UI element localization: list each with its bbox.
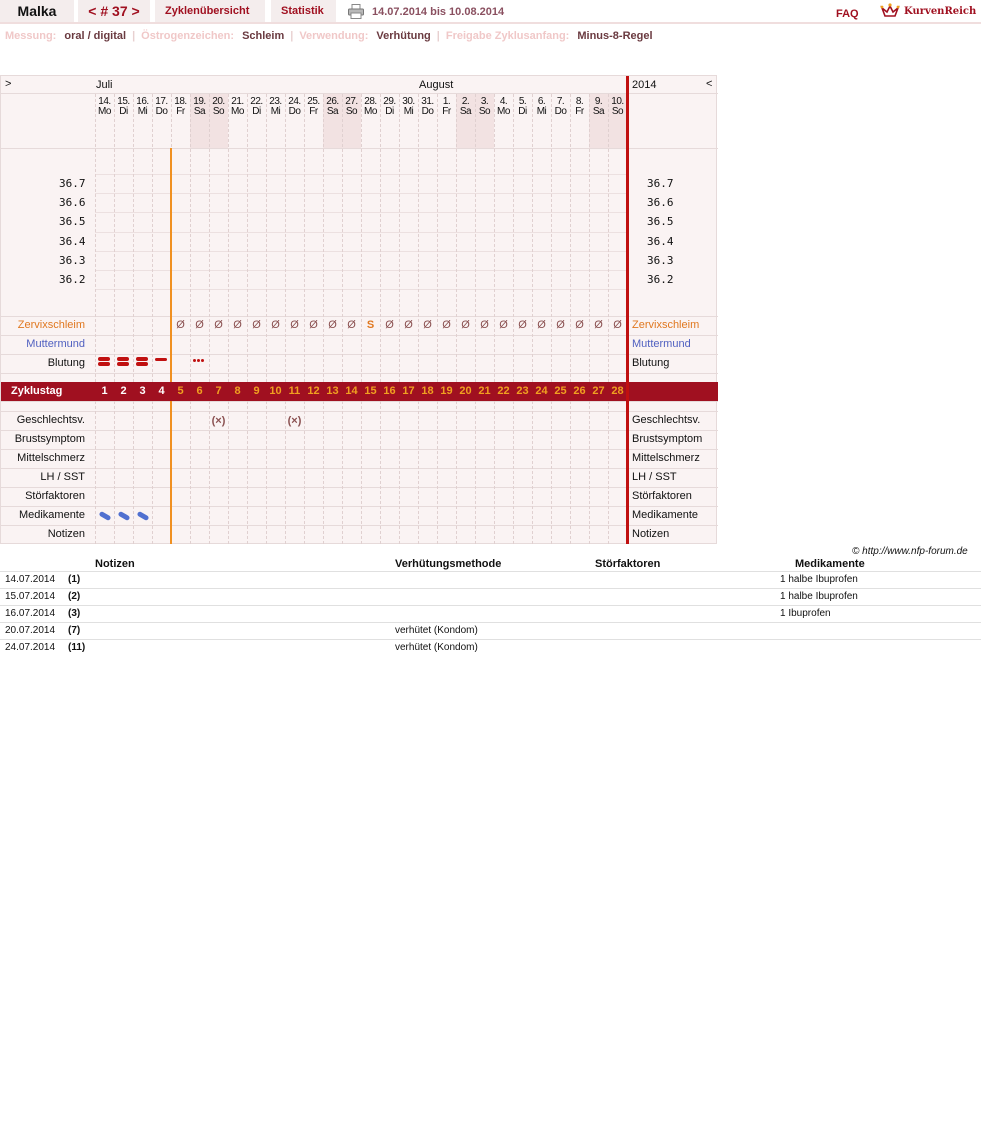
grid-line (1, 401, 718, 402)
cycle-day-number: 16 (383, 385, 396, 397)
row-label-right: Geschlechtsv. (632, 414, 701, 426)
temp-tick-left: 36.5 (59, 215, 86, 229)
row-label-left: Störfaktoren (25, 490, 85, 502)
chart-nav-right[interactable]: < (706, 78, 713, 90)
row-cycle-day: (2) (68, 591, 81, 602)
day-date-label: 22. (250, 96, 263, 107)
mucus-symbol: Ø (442, 319, 451, 331)
mucus-symbol: Ø (613, 319, 622, 331)
day-grid-line (247, 401, 248, 544)
meta-value: Minus-8-Regel (577, 30, 653, 42)
day-date-label: 30. (402, 96, 415, 107)
day-grid-line (152, 94, 153, 382)
day-grid-line (456, 401, 457, 544)
day-date-label: 1. (442, 96, 451, 107)
cycle-day-number: 9 (253, 385, 260, 397)
day-date-label: 3. (480, 96, 489, 107)
day-grid-line (418, 94, 419, 382)
cycle-day-number: 5 (177, 385, 184, 397)
bleeding-mark (117, 357, 129, 361)
cycle-day-number: 24 (535, 385, 548, 397)
day-weekday-label: Mi (536, 106, 547, 117)
row-cycle-day: (1) (68, 574, 81, 585)
day-grid-line (494, 94, 495, 382)
mucus-symbol: Ø (480, 319, 489, 331)
faq-link[interactable]: FAQ (836, 8, 859, 20)
spotting-mark (201, 359, 204, 362)
day-grid-line (513, 94, 514, 382)
day-date-label: 15. (117, 96, 130, 107)
day-weekday-label: Mi (270, 106, 281, 117)
grid-line (1, 373, 718, 374)
meta-label: Verwendung: (299, 30, 369, 42)
row-method: verhütet (Kondom) (395, 625, 478, 636)
day-weekday-label: Mo (98, 106, 111, 117)
day-grid-line (608, 401, 609, 544)
day-grid-line (437, 94, 438, 382)
temp-tick-left: 36.2 (59, 273, 86, 286)
day-weekday-label: Fr (442, 106, 451, 117)
day-date-label: 20. (212, 96, 225, 107)
row-label-left: Geschlechtsv. (16, 414, 85, 426)
day-weekday-label: Do (554, 106, 567, 117)
cycle-day-number: 25 (554, 385, 567, 397)
row-label-left: Muttermund (26, 338, 85, 350)
cycle-day-number: 3 (139, 385, 146, 397)
day-weekday-label: Mo (364, 106, 377, 117)
day-grid-line (399, 401, 400, 544)
temp-tick-right: 36.5 (647, 215, 674, 229)
row-label-right: Mittelschmerz (632, 452, 700, 464)
day-weekday-label: So (212, 106, 225, 117)
day-weekday-label: Do (288, 106, 301, 117)
table-row (0, 639, 981, 656)
day-date-label: 7. (556, 96, 565, 107)
day-weekday-label: Sa (592, 106, 605, 117)
day-grid-line (95, 94, 96, 382)
cycle-day-number: 26 (573, 385, 586, 397)
cycle-day-number: 1 (101, 385, 108, 397)
cycle-day-bar (1, 382, 718, 401)
day-grid-line (152, 401, 153, 544)
mucus-symbol: Ø (575, 319, 584, 331)
day-grid-line (247, 94, 248, 382)
cycle-day-number: 11 (288, 385, 301, 397)
mucus-symbol: Ø (518, 319, 527, 331)
cycle-day-number: 15 (364, 385, 377, 397)
row-date: 24.07.2014 (5, 642, 56, 653)
notes-table-header: Störfaktoren (595, 558, 661, 570)
mucus-symbol: Ø (461, 319, 470, 331)
notes-table-header: Notizen (95, 558, 135, 570)
day-date-label: 10. (611, 96, 624, 107)
day-weekday-label: Sa (326, 106, 339, 117)
meta-value: Verhütung (376, 30, 431, 42)
day-date-label: 23. (269, 96, 282, 107)
day-grid-line (114, 94, 115, 382)
cycle-date-range: 14.07.2014 bis 10.08.2014 (372, 6, 505, 18)
day-grid-line (304, 94, 305, 382)
meta-label: Freigabe Zyklusanfang: (445, 30, 570, 42)
day-grid-line (589, 94, 590, 382)
row-medication: 1 Ibuprofen (780, 608, 831, 619)
day-date-label: 2. (461, 96, 470, 107)
bleeding-mark (155, 358, 167, 361)
cycle-settings-bar (5, 30, 653, 42)
cycle-day-number: 10 (269, 385, 282, 397)
day-grid-line (361, 401, 362, 544)
copyright-notice: © http://www.nfp-forum.de (852, 546, 968, 557)
mucus-symbol: Ø (347, 319, 356, 331)
day-date-label: 31. (421, 96, 434, 107)
day-weekday-label: Sa (459, 106, 472, 117)
cycle-day-label: Zyklustag (11, 385, 63, 397)
day-grid-line (418, 401, 419, 544)
cycle-day-number: 22 (497, 385, 510, 397)
pill-icon (98, 511, 112, 521)
meta-label: Östrogenzeichen: (141, 30, 235, 42)
row-medication: 1 halbe Ibuprofen (780, 591, 858, 602)
cycle-day-number: 23 (516, 385, 529, 397)
day-date-label: 27. (345, 96, 358, 107)
pill-icon (136, 511, 150, 521)
cycle-day-number: 7 (215, 385, 222, 397)
day-weekday-label: Do (421, 106, 434, 117)
spotting-mark (197, 359, 200, 362)
user-name: Malka (0, 0, 74, 22)
temp-tick-left: 36.4 (59, 234, 86, 248)
grid-line (1, 148, 718, 149)
bleeding-mark (136, 362, 148, 366)
cycle-release-line (170, 148, 172, 382)
mucus-symbol: Ø (271, 319, 280, 331)
day-grid-line (133, 94, 134, 382)
day-weekday-label: Fr (575, 106, 584, 117)
day-grid-line (190, 94, 191, 382)
chart-year: 2014 (632, 79, 657, 91)
day-date-label: 19. (193, 96, 206, 107)
mucus-symbol: Ø (423, 319, 432, 331)
row-label-left: Medikamente (18, 509, 85, 521)
grid-line (1, 335, 718, 336)
cycle-day-number: 12 (307, 385, 320, 397)
table-row (0, 622, 981, 639)
day-grid-line (589, 401, 590, 544)
row-label-left: Zervixschleim (17, 319, 85, 331)
grid-line (1, 468, 718, 469)
meta-value: Schleim (242, 30, 285, 42)
bleeding-mark (98, 357, 110, 361)
mucus-symbol: Ø (176, 319, 185, 331)
chart-nav-left[interactable]: > (5, 78, 12, 90)
day-grid-line (95, 401, 96, 544)
day-weekday-label: Di (518, 106, 527, 117)
printer-icon[interactable] (348, 4, 364, 19)
day-weekday-label: Di (385, 106, 394, 117)
day-date-label: 9. (594, 96, 603, 107)
mucus-symbol: Ø (252, 319, 261, 331)
grid-line (1, 411, 718, 412)
meta-label: Messung: (5, 30, 57, 42)
cycle-release-line (170, 401, 172, 544)
meta-separator: | (436, 30, 440, 42)
day-weekday-label: Mo (231, 106, 244, 117)
mucus-symbol: Ø (385, 319, 394, 331)
day-grid-line (570, 94, 571, 382)
day-weekday-label: So (345, 106, 358, 117)
row-label-right: Medikamente (632, 509, 699, 521)
day-date-label: 16. (136, 96, 149, 107)
row-label-right: Muttermund (632, 338, 691, 350)
day-grid-line (323, 94, 324, 382)
day-date-label: 21. (231, 96, 244, 107)
cycle-chart (0, 75, 717, 544)
day-date-label: 29. (383, 96, 396, 107)
day-weekday-label: Mi (137, 106, 148, 117)
cycle-day-number: 19 (440, 385, 453, 397)
mucus-symbol: Ø (328, 319, 337, 331)
temp-tick-right: 36.6 (647, 196, 674, 210)
notes-table-header: Medikamente (795, 558, 865, 570)
grid-line (1, 93, 718, 94)
cycle-day-number: 20 (459, 385, 472, 397)
tab-statistics[interactable]: Statistik (271, 0, 336, 22)
cycle-day-number: 21 (478, 385, 491, 397)
day-date-label: 4. (499, 96, 508, 107)
row-label-right: Zervixschleim (632, 319, 700, 331)
bleeding-mark (117, 362, 129, 366)
row-date: 14.07.2014 (5, 574, 56, 585)
month-label: August (419, 79, 454, 91)
temp-tick-left: 36.7 (59, 177, 86, 190)
row-cycle-day: (3) (68, 608, 81, 619)
grid-line (1, 354, 718, 355)
table-row (0, 588, 981, 605)
day-grid-line (475, 94, 476, 382)
day-grid-line (114, 401, 115, 544)
row-date: 16.07.2014 (5, 608, 56, 619)
day-weekday-label: Mi (403, 106, 414, 117)
temp-tick-right: 36.7 (647, 177, 674, 190)
spotting-mark (193, 359, 196, 362)
row-method: verhütet (Kondom) (395, 642, 478, 653)
grid-line (1, 525, 718, 526)
day-grid-line (266, 401, 267, 544)
day-grid-line (190, 401, 191, 544)
row-label-right: Brustsymptom (632, 433, 703, 445)
day-weekday-label: Mo (497, 106, 510, 117)
row-cycle-day: (7) (68, 625, 81, 636)
cycle-day-number: 28 (611, 385, 624, 397)
temp-tick-left: 36.6 (59, 196, 86, 210)
day-grid-line (342, 94, 343, 382)
cycle-day-number: 14 (345, 385, 358, 397)
cycle-day-number: 2 (120, 385, 127, 397)
day-date-label: 25. (307, 96, 320, 107)
day-grid-line (380, 94, 381, 382)
day-date-label: 28. (364, 96, 377, 107)
day-grid-line (494, 401, 495, 544)
day-grid-line (228, 94, 229, 382)
row-label-right: Notizen (632, 528, 670, 540)
mucus-symbol: Ø (214, 319, 223, 331)
mucus-symbol: Ø (499, 319, 508, 331)
day-grid-line (608, 94, 609, 382)
grid-line (1, 316, 718, 317)
day-weekday-label: So (611, 106, 624, 117)
day-grid-line (532, 401, 533, 544)
day-grid-line (551, 94, 552, 382)
mucus-symbol: Ø (594, 319, 603, 331)
temp-tick-right: 36.2 (647, 273, 674, 286)
day-weekday-label: Sa (193, 106, 206, 117)
notes-table-header: Verhütungsmethode (395, 558, 502, 570)
top-bar (0, 0, 981, 24)
day-date-label: 14. (98, 96, 111, 107)
meta-value: oral / digital (64, 30, 127, 42)
cycle-day-number: 17 (402, 385, 415, 397)
meta-separator: | (290, 30, 294, 42)
grid-line (1, 487, 718, 488)
mucus-symbol: Ø (195, 319, 204, 331)
temp-tick-right: 36.4 (647, 234, 674, 248)
logo-text: KurvenReich (904, 5, 977, 17)
day-grid-line (133, 401, 134, 544)
cycle-navigator[interactable]: < # 37 > (78, 0, 150, 22)
day-grid-line (266, 94, 267, 382)
mucus-symbol: S (366, 319, 375, 331)
cycle-day-number: 13 (326, 385, 339, 397)
day-weekday-label: Fr (176, 106, 185, 117)
temp-tick-left: 36.3 (59, 253, 86, 267)
day-date-label: 17. (155, 96, 168, 107)
row-label-left: Mittelschmerz (17, 452, 85, 464)
day-date-label: 6. (537, 96, 546, 107)
cycle-day-number: 27 (592, 385, 605, 397)
mucus-symbol: Ø (233, 319, 242, 331)
day-date-label: 26. (326, 96, 339, 107)
bleeding-mark (136, 357, 148, 361)
mucus-symbol: Ø (309, 319, 318, 331)
row-label-right: Blutung (632, 357, 670, 369)
day-date-label: 18. (174, 96, 187, 107)
mucus-symbol: Ø (537, 319, 546, 331)
table-row (0, 605, 981, 622)
row-label-left: Brustsymptom (14, 433, 85, 445)
cycle-day-number: 6 (196, 385, 203, 397)
row-cycle-day: (11) (68, 642, 86, 653)
row-date: 15.07.2014 (5, 591, 56, 602)
grid-line (1, 506, 718, 507)
day-grid-line (513, 401, 514, 544)
row-medication: 1 halbe Ibuprofen (780, 574, 858, 585)
month-label: Juli (96, 79, 113, 91)
row-label-right: LH / SST (632, 471, 677, 483)
tab-cycle-overview[interactable]: Zyklenübersicht (155, 0, 265, 22)
day-date-label: 5. (518, 96, 527, 107)
mucus-symbol: Ø (556, 319, 565, 331)
intercourse-symbol: (×) (287, 415, 302, 427)
meta-separator: | (132, 30, 136, 42)
day-grid-line (475, 401, 476, 544)
day-weekday-label: Fr (309, 106, 318, 117)
day-grid-line (342, 401, 343, 544)
day-grid-line (437, 401, 438, 544)
row-label-left: Notizen (47, 528, 85, 540)
day-grid-line (532, 94, 533, 382)
kurvenreich-logo[interactable] (880, 1, 976, 21)
cycle-day-number: 8 (234, 385, 241, 397)
cycle-day-number: 18 (421, 385, 434, 397)
day-weekday-label: So (478, 106, 491, 117)
row-date: 20.07.2014 (5, 625, 56, 636)
day-grid-line (456, 94, 457, 382)
grid-line (1, 449, 718, 450)
day-weekday-label: Di (252, 106, 261, 117)
intercourse-symbol: (×) (211, 415, 226, 427)
row-label-right: Störfaktoren (632, 490, 692, 502)
day-grid-line (570, 401, 571, 544)
day-weekday-label: Di (119, 106, 128, 117)
mucus-symbol: Ø (290, 319, 299, 331)
day-grid-line (551, 401, 552, 544)
day-grid-line (361, 94, 362, 382)
day-date-label: 24. (288, 96, 301, 107)
cycle-end-line (626, 76, 629, 544)
day-grid-line (399, 94, 400, 382)
pill-icon (117, 511, 131, 521)
mucus-symbol: Ø (404, 319, 413, 331)
table-row (0, 571, 981, 588)
row-label-left: Blutung (47, 357, 85, 369)
day-grid-line (323, 401, 324, 544)
bleeding-mark (98, 362, 110, 366)
temp-tick-right: 36.3 (647, 253, 674, 267)
day-grid-line (380, 401, 381, 544)
day-weekday-label: Do (155, 106, 168, 117)
row-label-left: LH / SST (40, 471, 85, 483)
day-grid-line (285, 94, 286, 382)
cycle-day-number: 4 (158, 385, 165, 397)
day-grid-line (209, 94, 210, 382)
grid-line (1, 430, 718, 431)
crown-logo-icon (880, 2, 900, 20)
day-date-label: 8. (575, 96, 584, 107)
